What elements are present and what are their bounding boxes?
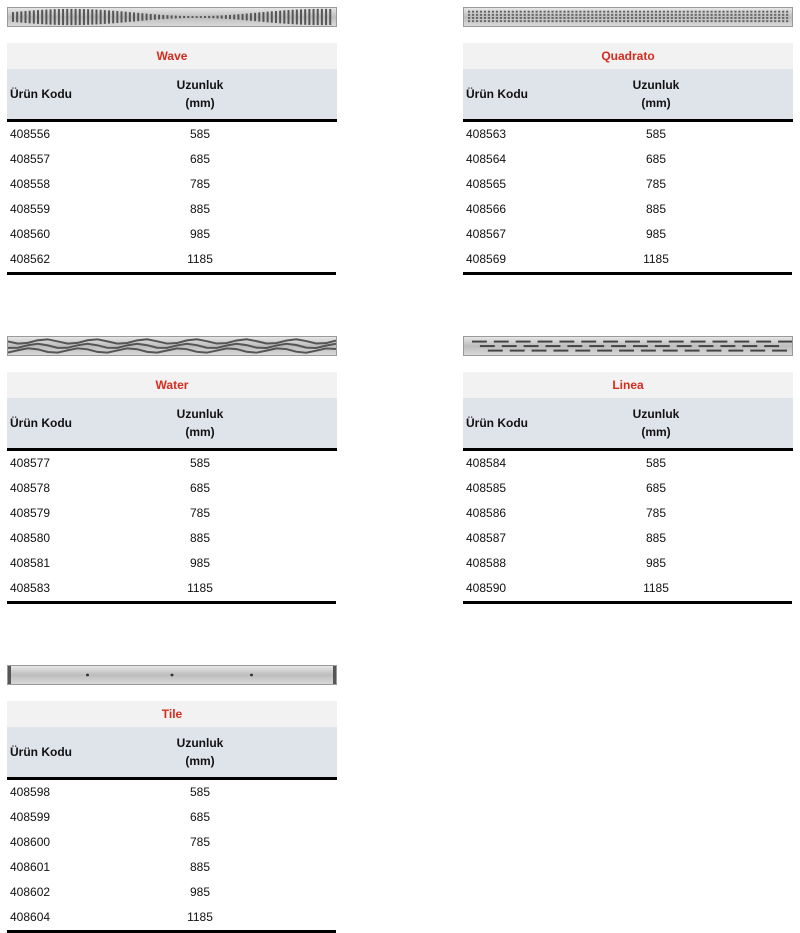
table-body [7, 780, 337, 930]
table-row [7, 855, 337, 880]
product-code: 408599 [10, 810, 51, 824]
table-row [7, 222, 337, 247]
table-row [7, 172, 337, 197]
table-row [463, 222, 793, 247]
product-code: 408559 [10, 202, 51, 216]
table-row [7, 905, 337, 930]
drain-grate-image [7, 336, 337, 356]
table-row [7, 476, 337, 501]
table-row [7, 880, 337, 905]
grate-pattern [8, 337, 336, 355]
product-length: 785 [645, 506, 667, 520]
grate-pattern [464, 8, 792, 26]
product-length: 785 [189, 835, 211, 849]
product-code: 408566 [466, 202, 507, 216]
table-row [7, 576, 337, 601]
table-row [463, 197, 793, 222]
drain-grate-image [7, 665, 337, 685]
product-code: 408564 [466, 152, 507, 166]
table-row [7, 147, 337, 172]
product-length: 885 [645, 202, 667, 216]
product-code: 408587 [466, 531, 507, 545]
length-header: Uzunluk (mm) [176, 407, 224, 439]
product-length: 1185 [643, 581, 669, 595]
product-length: 1185 [187, 910, 213, 924]
product-code: 408585 [466, 481, 507, 495]
product-code: 408556 [10, 127, 51, 141]
product-code: 408560 [10, 227, 51, 241]
product-title: Tile [7, 701, 337, 727]
product-length: 885 [189, 860, 211, 874]
product-length: 985 [189, 227, 211, 241]
product-code: 408580 [10, 531, 51, 545]
product-length: 1185 [643, 252, 669, 266]
product-length: 685 [645, 481, 667, 495]
product-code: 408602 [10, 885, 51, 899]
product-length: 985 [645, 227, 667, 241]
product-length: 785 [645, 177, 667, 191]
table-header [463, 398, 793, 451]
table-body [463, 122, 793, 272]
product-length: 785 [189, 177, 211, 191]
drain-grate-image [7, 7, 337, 27]
table-header [7, 398, 337, 451]
product-code: 408598 [10, 785, 51, 799]
code-header: Ürün Kodu [10, 745, 72, 759]
product-length: 585 [189, 456, 211, 470]
product-length: 885 [189, 531, 211, 545]
product-length: 885 [645, 531, 667, 545]
grate-pattern [8, 8, 336, 26]
table-row [7, 526, 337, 551]
product-block-wave [7, 7, 337, 275]
product-code: 408569 [466, 252, 507, 266]
product-code: 408600 [10, 835, 51, 849]
table-row [7, 551, 337, 576]
product-block-quadrato [463, 7, 793, 275]
table-row [463, 247, 793, 272]
product-code: 408579 [10, 506, 51, 520]
product-code: 408578 [10, 481, 51, 495]
table-row [7, 830, 337, 855]
product-code: 408583 [10, 581, 51, 595]
table-row [7, 197, 337, 222]
table-row [7, 501, 337, 526]
table-row [7, 247, 337, 272]
product-length: 685 [645, 152, 667, 166]
table-header [7, 727, 337, 780]
product-length: 685 [189, 481, 211, 495]
table-row [463, 476, 793, 501]
table-row [463, 551, 793, 576]
grate-pattern [8, 666, 336, 684]
product-code: 408584 [466, 456, 507, 470]
table-header [7, 69, 337, 122]
product-code: 408567 [466, 227, 507, 241]
product-code: 408557 [10, 152, 51, 166]
drain-grate-image [463, 7, 793, 27]
table-body [7, 122, 337, 272]
product-title: Wave [7, 43, 337, 69]
product-code: 408604 [10, 910, 51, 924]
grate-pattern [464, 337, 792, 355]
product-length: 685 [189, 152, 211, 166]
product-title: Quadrato [463, 43, 793, 69]
table-row [463, 526, 793, 551]
product-length: 585 [645, 127, 667, 141]
length-header: Uzunluk (mm) [176, 78, 224, 110]
length-header: Uzunluk (mm) [176, 736, 224, 768]
product-length: 785 [189, 506, 211, 520]
product-length: 685 [189, 810, 211, 824]
table-row [7, 780, 337, 805]
product-block-linea [463, 336, 793, 604]
product-code: 408562 [10, 252, 51, 266]
product-code: 408565 [466, 177, 507, 191]
table-body [7, 451, 337, 601]
table-row [463, 501, 793, 526]
product-length: 885 [189, 202, 211, 216]
product-code: 408577 [10, 456, 51, 470]
product-length: 1185 [187, 581, 213, 595]
product-length: 985 [189, 556, 211, 570]
product-code: 408581 [10, 556, 51, 570]
product-block-tile [7, 665, 337, 933]
product-code: 408590 [466, 581, 507, 595]
product-title: Linea [463, 372, 793, 398]
drain-grate-image [463, 336, 793, 356]
product-code: 408558 [10, 177, 51, 191]
product-title: Water [7, 372, 337, 398]
table-row [7, 451, 337, 476]
product-code: 408586 [466, 506, 507, 520]
length-header: Uzunluk (mm) [632, 407, 680, 439]
code-header: Ürün Kodu [466, 87, 528, 101]
product-length: 985 [189, 885, 211, 899]
product-code: 408588 [466, 556, 507, 570]
product-length: 585 [189, 127, 211, 141]
table-row [463, 147, 793, 172]
table-row [463, 122, 793, 147]
product-code: 408601 [10, 860, 51, 874]
product-length: 985 [645, 556, 667, 570]
code-header: Ürün Kodu [466, 416, 528, 430]
product-length: 585 [189, 785, 211, 799]
table-row [463, 576, 793, 601]
table-header [463, 69, 793, 122]
length-header: Uzunluk (mm) [632, 78, 680, 110]
product-block-water [7, 336, 337, 604]
product-code: 408563 [466, 127, 507, 141]
code-header: Ürün Kodu [10, 87, 72, 101]
table-row [7, 122, 337, 147]
code-header: Ürün Kodu [10, 416, 72, 430]
table-row [463, 172, 793, 197]
table-row [463, 451, 793, 476]
table-body [463, 451, 793, 601]
product-length: 1185 [187, 252, 213, 266]
product-length: 585 [645, 456, 667, 470]
table-row [7, 805, 337, 830]
